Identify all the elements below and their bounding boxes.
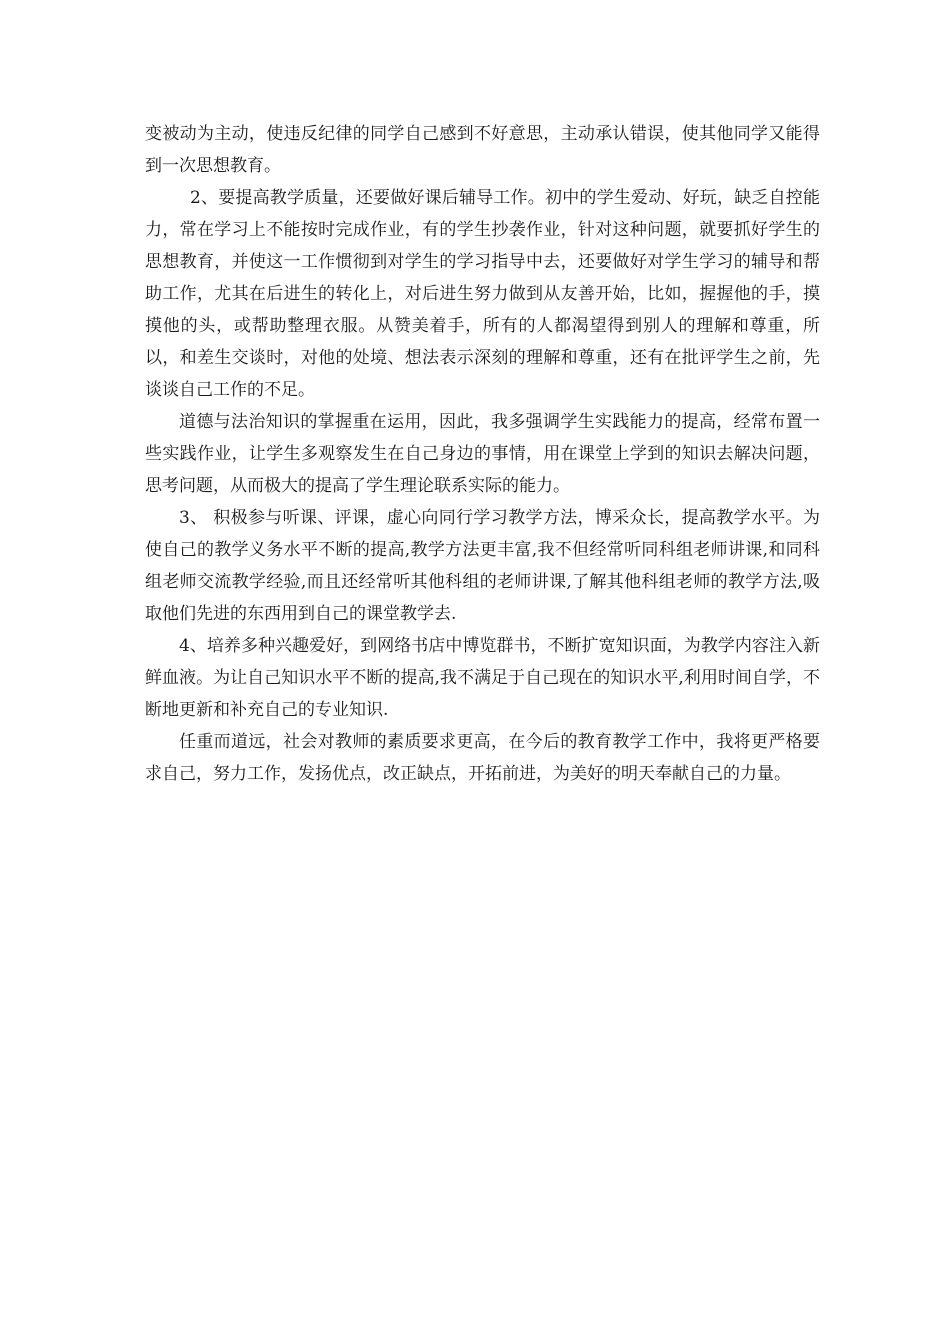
paragraph-interests: 4、培养多种兴趣爱好，到网络书店中博览群书，不断扩宽知识面，为教学内容注入新鲜血液。为让自己知识水平不断的提高,我不满足于自己现在的知识水平,利用时间自学，不断地更新和补充自己的专业知识. bbox=[145, 636, 820, 720]
document-page bbox=[145, 118, 820, 790]
paragraph-tutoring: 2、要提高教学质量，还要做好课后辅导工作。初中的学生爱动、好玩，缺乏自控能力，常在学习上不能按时完成作业，有的学生抄袭作业，针对这种问题，就要抓好学生的思想教育，并使这一工作惯彻到对学生的学习指导中去，还要做好对学生学习的辅导和帮助工作，尤其在后进生的转化上，对后进生努力做到从友善开始，比如，握握他的手，摸摸他的头，或帮助整理衣服。从赞美着手，所有的人都渴望得到别人的理解和尊重，所以，和差生交谈时，对他的处境、想法表示深刻的理解和尊重，还有在批评学生之前，先谈谈自己工作的不足。 bbox=[145, 188, 820, 400]
paragraph-conclusion: 任重而道远，社会对教师的素质要求更高，在今后的教育教学工作中，我将更严格要求自己，努力工作，发扬优点，改正缺点，开拓前进，为美好的明天奉献自己的力量。 bbox=[145, 732, 820, 784]
paragraph-continuation: 变被动为主动，使违反纪律的同学自己感到不好意思，主动承认错误，使其他同学又能得到一次思想教育。 bbox=[145, 124, 820, 176]
paragraph-lesson-observation: 3、 积极参与听课、评课，虚心向同行学习教学方法，博采众长，提高教学水平。为使自己的教学义务水平不断的提高,教学方法更丰富,我不但经常听同科组老师讲课,和同科组老师交流教学经验,而且还经常听其他科组的老师讲课,了解其他科组老师的教学方法,吸取他们先进的东西用到自己的课堂教学去. bbox=[145, 508, 820, 624]
paragraph-practice: 道德与法治知识的掌握重在运用，因此，我多强调学生实践能力的提高，经常布置一些实践作业，让学生多观察发生在自己身边的事情，用在课堂上学到的知识去解决问题，思考问题，从而极大的提高了学生理论联系实际的能力。 bbox=[145, 412, 820, 496]
